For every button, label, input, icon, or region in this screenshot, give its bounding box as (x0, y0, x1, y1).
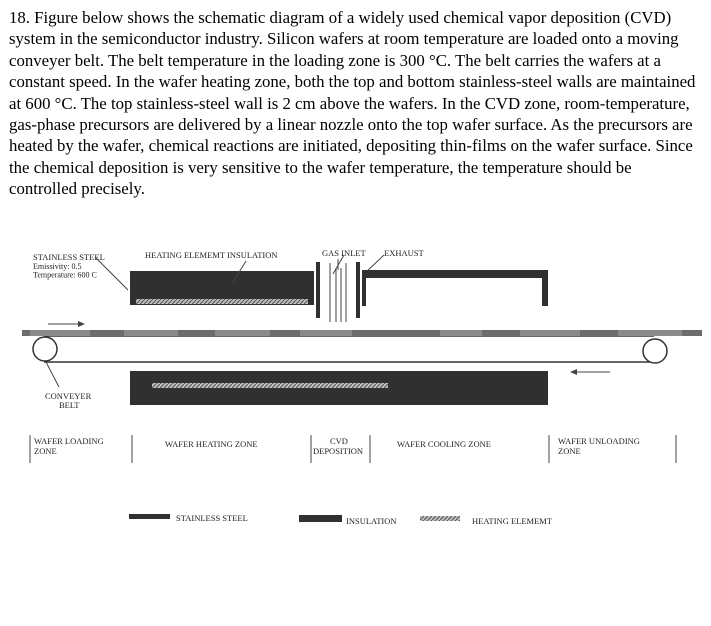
upper-heater-block (130, 271, 314, 305)
zone-loading-label: WAFER LOADING (34, 436, 104, 446)
emissivity-label: Emissivity: 0.5 (33, 262, 82, 271)
legend-stainless-swatch (129, 514, 170, 519)
exhaust-label: EXHAUST (384, 248, 424, 258)
stainless-steel-label: STAINLESS STEEL (33, 252, 105, 262)
legend-heating-label: HEATING ELEMEMT (472, 516, 553, 526)
zone-unloading-label: WAFER UNLOADING (558, 436, 640, 446)
lower-heater-block (130, 371, 548, 405)
belt-label: BELT (59, 400, 80, 410)
upper-cooling-block (362, 270, 548, 306)
problem-statement: 18. Figure below shows the schematic diagram of a widely used chemical vapor deposition (CVD) system in the semiconductor industry. Silicon wafers at room temperature are loaded onto a moving conveyer belt. The belt temperature in the loading zone is 300 °C. The belt carries the wafers at a constant speed. In the wafer heating zone, both the top and bottom stainless-steel walls are maintained at 600 °C. The top stainless-steel wall is 2 cm above the wafers. In the CVD zone, room-temperature, gas-phase precursors are delivered by a linear nozzle onto the top wafer surface. As the precursors are heated by the wafer, chemical reactions are initiated, depositing thin-films on the wafer surface. Since the chemical deposition is very sensitive to the wafer temperature, the temperature should be controlled precisely. (9, 8, 696, 199)
conveyer-label: CONVEYER (45, 391, 92, 401)
right-pulley (643, 339, 667, 363)
gas-inlet-nozzle (316, 259, 360, 322)
left-pulley (33, 337, 57, 361)
zone-cvd-label: CVD (330, 436, 348, 446)
gas-inlet-label: GAS INLET (322, 248, 366, 258)
conveyer-leader (46, 362, 59, 387)
zone-unloading-label-2: ZONE (558, 446, 581, 456)
stainless-steel-leader (95, 257, 128, 290)
legend-insulation-label: INSULATION (346, 516, 397, 526)
temperature-label: Temperature: 600 C (33, 270, 97, 280)
legend (129, 513, 553, 526)
legend-heating-swatch (420, 516, 460, 521)
legend-insulation-swatch (299, 515, 342, 522)
legend-stainless-label: STAINLESS STEEL (176, 513, 248, 523)
zone-loading-label-2: ZONE (34, 446, 57, 456)
belt-direction-arrows (48, 321, 610, 375)
heating-insulation-label: HEATING ELEMEMT INSULATION (145, 250, 278, 260)
zone-cooling-label: WAFER COOLING ZONE (397, 439, 491, 449)
zone-heating-label: WAFER HEATING ZONE (165, 439, 258, 449)
zone-cvd-label-2: DEPOSITION (313, 446, 364, 456)
